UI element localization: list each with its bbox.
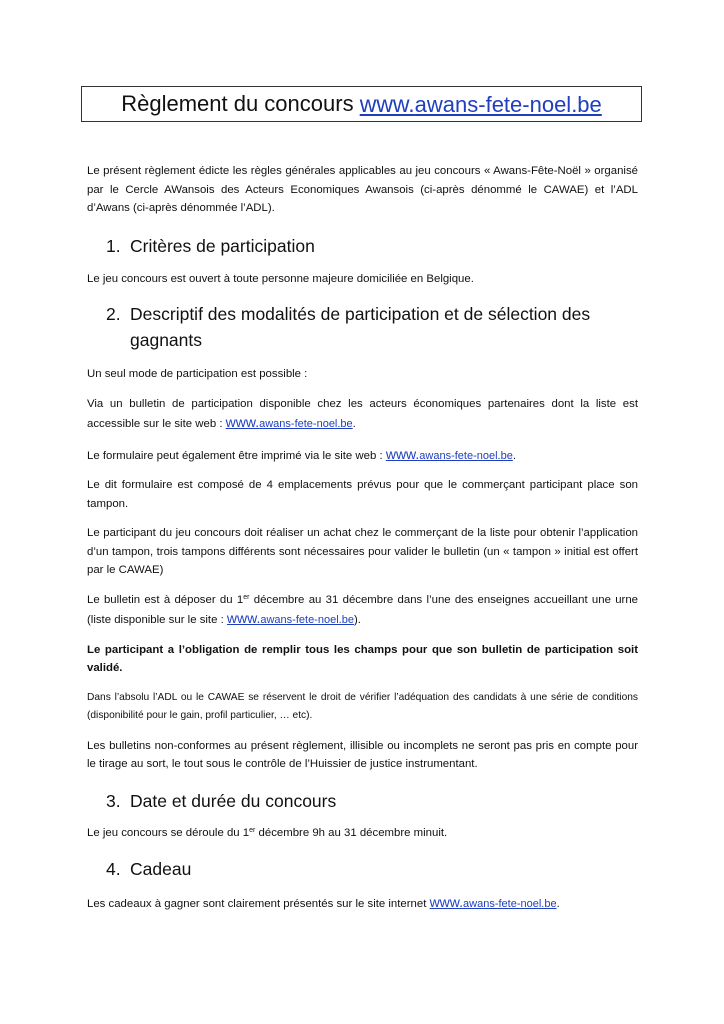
section-3-text: Le jeu concours se déroule du 1er décembre 9h au 31 décembre minuit. <box>87 826 448 839</box>
obligation-paragraph: Le participant a l’obligation de remplir tous les champs pour que son bulletin de participation soit validé. <box>87 643 638 674</box>
purchase-stamps-paragraph: Le participant du jeu concours doit réaliser un achat chez le commerçant de la liste pour obtenir l’application d’un tampon, trois tampons différents sont nécessaires pour valider le bulletin (un « tampon » initial est offert par le CAWAE) <box>87 527 638 576</box>
form-print-paragraph: Le formulaire peut également être imprimé via le site web : www.awans-fete-noel.be. <box>87 445 517 462</box>
bulletin-deposit-paragraph: Le bulletin est à déposer du 1er décembre au 31 décembre dans l’une des enseignes accueillant une urne (liste disponible sur le site : www.awans-fete-noel.be). <box>87 593 638 626</box>
form-stamps-paragraph: Le dit formulaire est composé de 4 emplacements prévus pour que le commerçant participant place son tampon. <box>87 479 638 510</box>
verification-paragraph: Dans l’absolu l’ADL ou le CAWAE se réservent le droit de vérifier l’adéquation des candidats à une série de conditions (disponibilité pour le gain, profil particulier, … etc). <box>87 691 638 721</box>
section-1-heading: 1. Critères de participation <box>106 235 315 256</box>
website-link[interactable]: www.awans-fete-noel.be <box>429 894 557 910</box>
intro-paragraph: Le présent règlement édicte les règles générales applicables au jeu concours « Awans-Fête-Noël » organisé par le Cercle AWansois des Acteurs Economiques Awansois (ci-après dénommé le CAWAE) et l’ADL d’Awans (ci-après dénommée l’ADL). <box>87 165 638 214</box>
section-4-text: Les cadeaux à gagner sont clairement présentés sur le site internet www.awans-fete-noel.be. <box>87 894 560 910</box>
non-conforming-paragraph: Les bulletins non-conformes au présent règlement, illisible ou incomplets ne seront pas pris en compte pour le tirage au sort, le tout sous le contrôle de l’Huissier de justice instrumentant. <box>87 739 638 770</box>
section-1-text: Le jeu concours est ouvert à toute personne majeure domiciliée en Belgique. <box>87 272 474 285</box>
website-link[interactable]: www.awans-fete-noel.be <box>385 445 513 462</box>
website-link[interactable]: www.awans-fete-noel.be <box>226 610 354 626</box>
document-body <box>87 162 638 914</box>
section-4-heading: 4. Cadeau <box>106 859 192 879</box>
participation-mode-paragraph: Un seul mode de participation est possible : <box>87 368 308 380</box>
bulletin-availability-paragraph: Via un bulletin de participation disponible chez les acteurs économiques partenaires dont la liste est accessible sur le site web : www.awans-fete-noel.be. <box>87 397 638 430</box>
document-title: Règlement du concours <box>121 91 354 116</box>
title-website-link[interactable]: www.awans-fete-noel.be <box>359 90 602 117</box>
document-title-box <box>81 86 642 122</box>
website-link[interactable]: www.awans-fete-noel.be <box>225 414 353 430</box>
section-2-heading: 2. Descriptif des modalités de participation et de sélection des gagnants <box>106 304 591 350</box>
section-3-heading: 3. Date et durée du concours <box>106 790 337 811</box>
